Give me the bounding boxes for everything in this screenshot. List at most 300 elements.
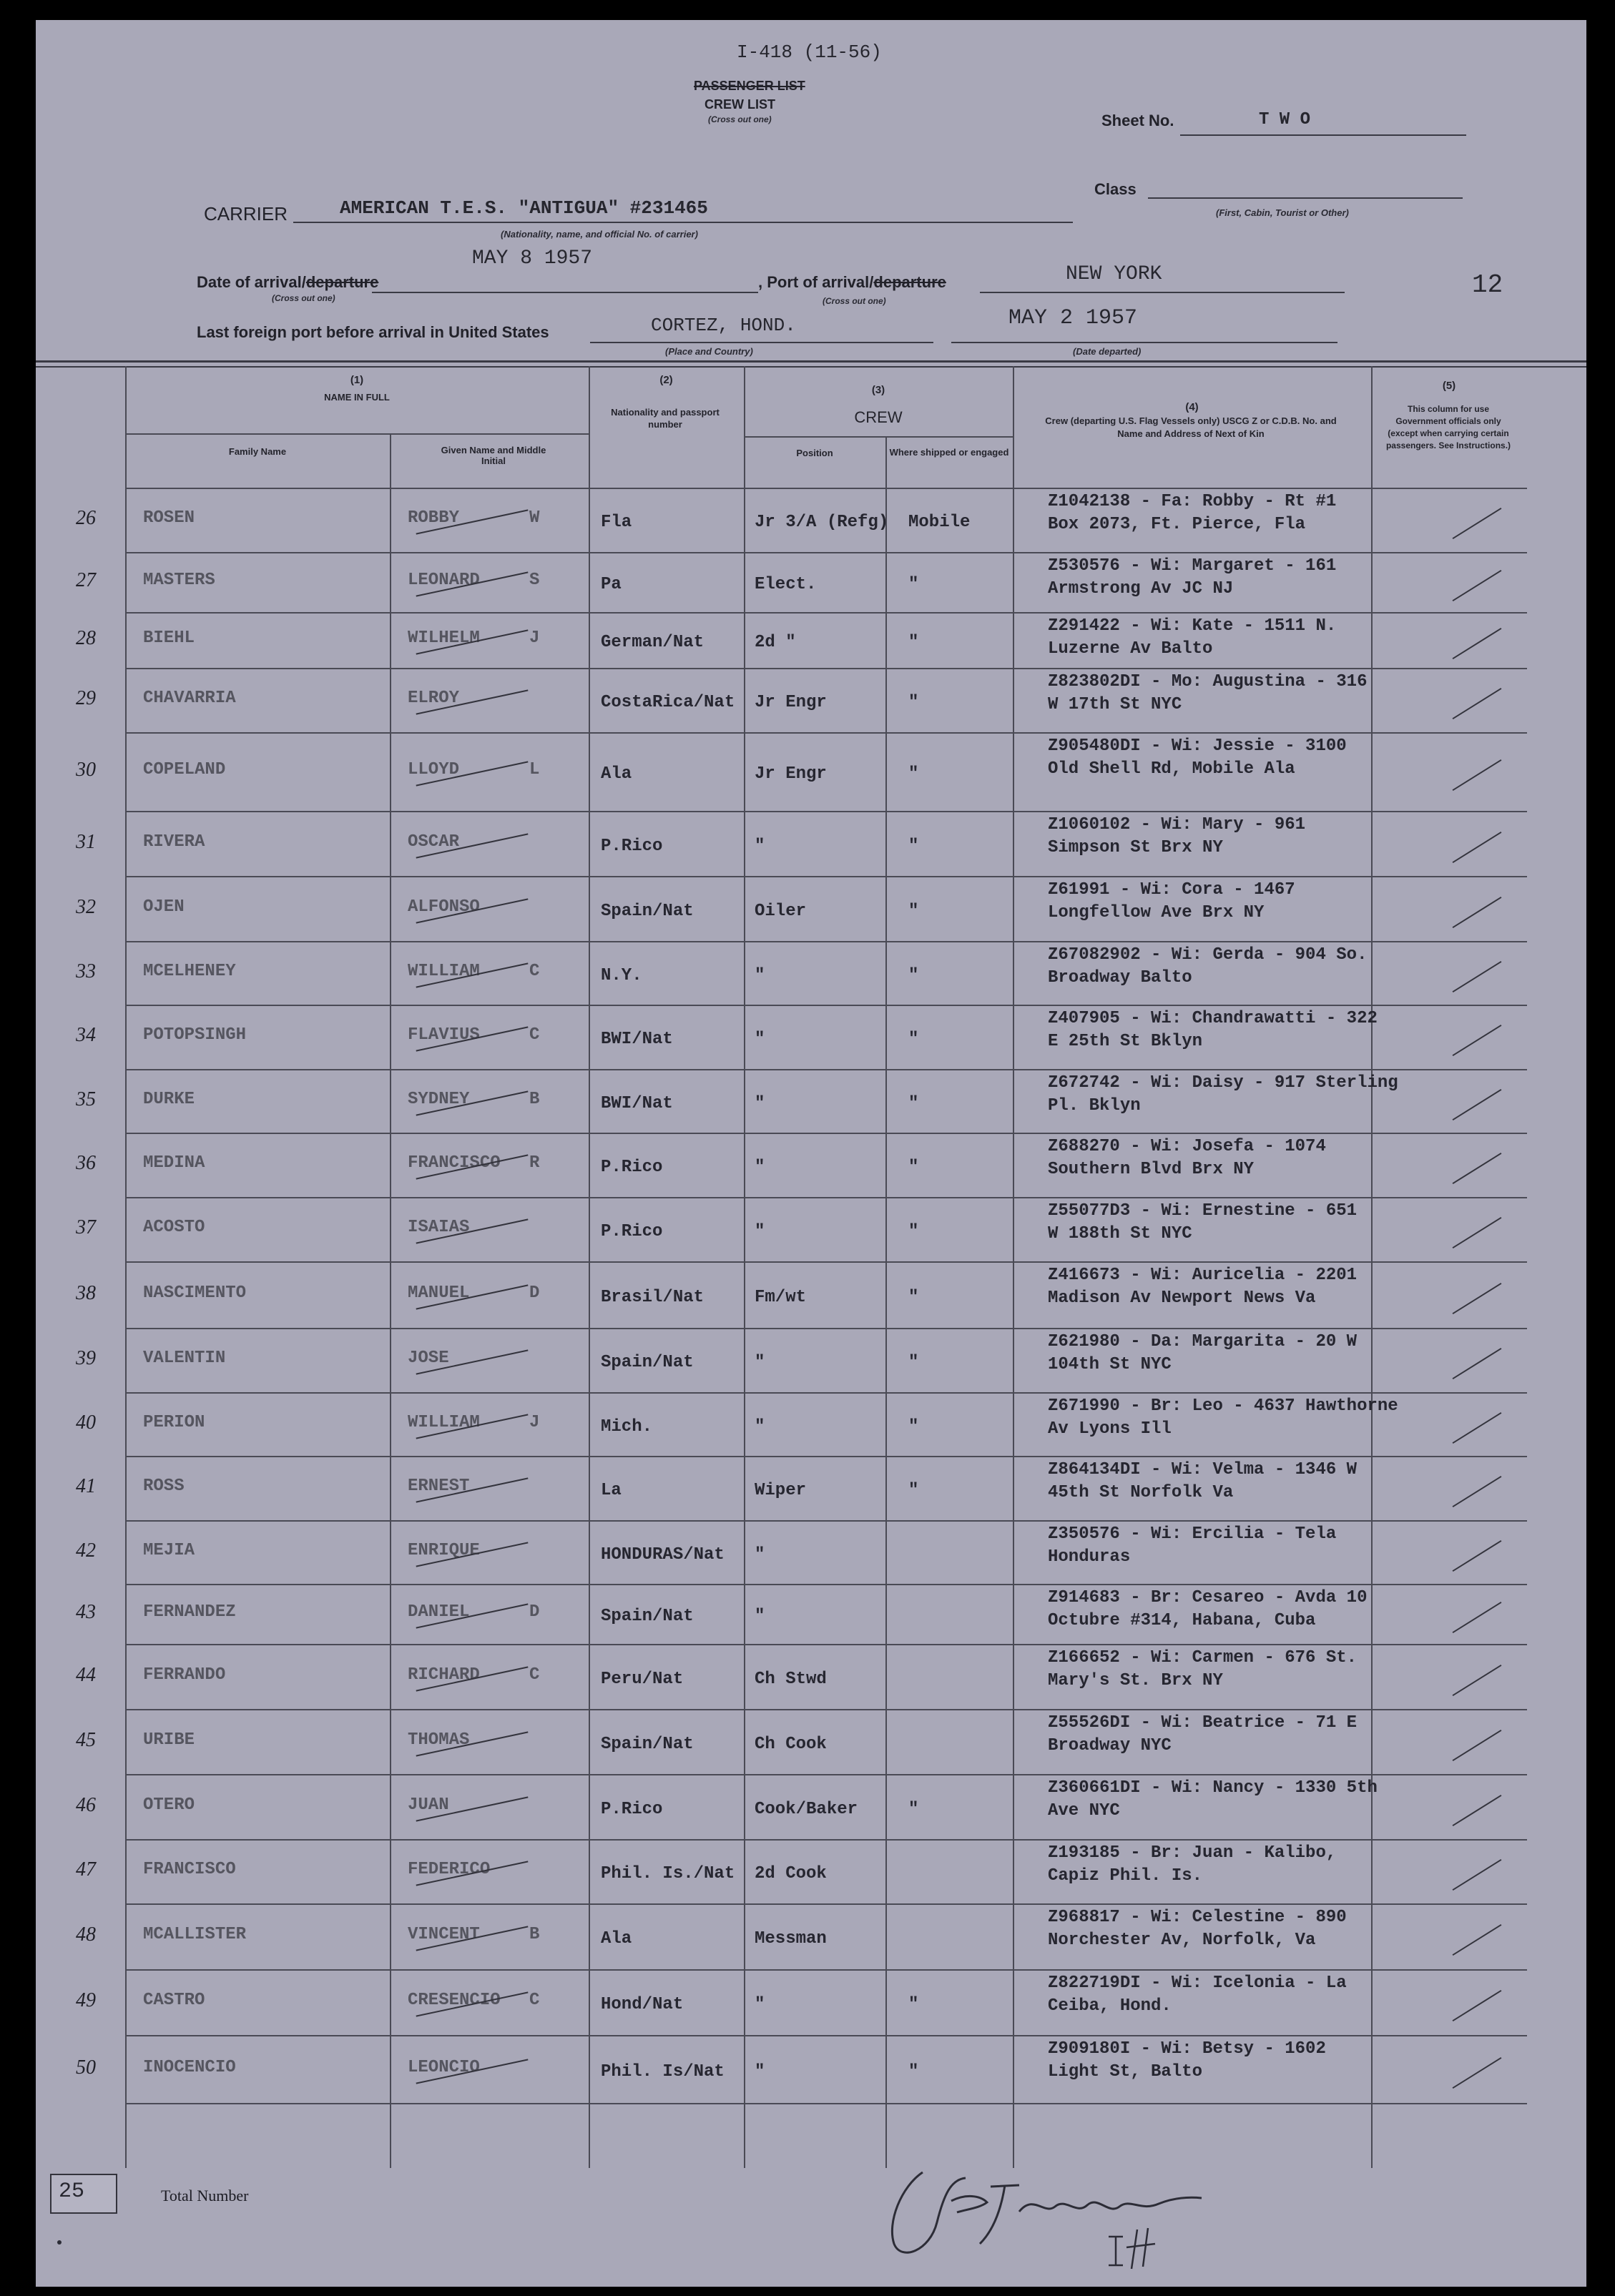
where-shipped: Mobile xyxy=(908,513,971,532)
verification-check-mark xyxy=(1453,1859,1502,1891)
class-label: Class xyxy=(1094,180,1137,198)
row-rule xyxy=(125,612,1527,614)
carrier-value: AMERICAN T.E.S. "ANTIGUA" #231465 xyxy=(340,197,708,219)
row-number: 34 xyxy=(76,1024,96,1046)
verification-check-mark xyxy=(1453,570,1502,601)
cross-out-one-note: (Cross out one) xyxy=(708,114,772,124)
row-rule xyxy=(125,668,1527,669)
class-hint: (First, Cabin, Tourist or Other) xyxy=(1216,207,1349,218)
middle-initial: J xyxy=(529,629,540,648)
last-port-hint: (Place and Country) xyxy=(665,346,753,357)
row-rule xyxy=(125,1261,1527,1263)
row-rule xyxy=(125,1133,1527,1134)
middle-initial: B xyxy=(529,1089,540,1109)
next-of-kin-line2: Honduras xyxy=(1048,1547,1131,1567)
row-number: 48 xyxy=(76,1923,96,1946)
middle-initial: D xyxy=(529,1602,540,1622)
row-number: 38 xyxy=(76,1281,96,1304)
verification-check-mark xyxy=(1453,688,1502,719)
speck xyxy=(57,2240,62,2245)
row-rule xyxy=(125,1069,1527,1070)
date-departed-hint: (Date departed) xyxy=(1073,346,1142,357)
nationality: Spain/Nat xyxy=(601,901,694,921)
middle-initial: L xyxy=(529,760,540,779)
nationality: N.Y. xyxy=(601,965,642,985)
row-rule xyxy=(125,1520,1527,1522)
next-of-kin-line1: Z822719DI - Wi: Icelonia - La xyxy=(1048,1974,1347,1993)
given-name: THOMAS xyxy=(408,1730,470,1750)
nationality: Spain/Nat xyxy=(601,1353,694,1372)
next-of-kin-line1: Z67082902 - Wi: Gerda - 904 So. xyxy=(1048,945,1368,965)
row-number: 31 xyxy=(76,830,96,853)
next-of-kin-line1: Z350576 - Wi: Ercilia - Tela xyxy=(1048,1524,1337,1544)
next-of-kin-line2: Ceiba, Hond. xyxy=(1048,1996,1172,2016)
family-name: PERION xyxy=(143,1412,205,1432)
next-of-kin-line2: Southern Blvd Brx NY xyxy=(1048,1160,1255,1179)
next-of-kin-line1: Z360661DI - Wi: Nancy - 1330 5th xyxy=(1048,1778,1378,1798)
col2-number: (2) xyxy=(659,374,673,386)
position: " xyxy=(755,965,765,985)
row-rule xyxy=(125,1774,1527,1775)
nationality: P.Rico xyxy=(601,1158,663,1177)
where-shipped: " xyxy=(908,1287,919,1307)
next-of-kin-line1: Z1042138 - Fa: Robby - Rt #1 xyxy=(1048,492,1337,511)
carrier-hint: (Nationality, name, and official No. of carrier) xyxy=(501,229,698,240)
row-number: 28 xyxy=(76,627,96,649)
next-of-kin-line1: Z55526DI - Wi: Beatrice - 71 E xyxy=(1048,1713,1358,1733)
position: Messman xyxy=(755,1929,827,1948)
col-line-kin-gov xyxy=(1371,366,1373,2168)
family-name: MEJIA xyxy=(143,1540,195,1560)
col-line-left xyxy=(125,366,127,2168)
verification-check-mark xyxy=(1453,628,1502,659)
verification-check-mark xyxy=(1453,1924,1502,1956)
next-of-kin-line1: Z909180I - Wi: Betsy - 1602 xyxy=(1048,2039,1326,2059)
given-name: ENRIQUE xyxy=(408,1540,480,1560)
family-name: MCALLISTER xyxy=(143,1925,247,1944)
next-of-kin-line2: W 17th St NYC xyxy=(1048,695,1182,714)
next-of-kin-line1: Z166652 - Wi: Carmen - 676 St. xyxy=(1048,1648,1358,1667)
nationality: HONDURAS/Nat xyxy=(601,1544,725,1565)
next-of-kin-line2: Av Lyons Ill xyxy=(1048,1419,1172,1439)
port-label: , Port of arrival/departure xyxy=(758,273,946,291)
row-number: 44 xyxy=(76,1663,96,1686)
verification-check-mark xyxy=(1453,960,1502,992)
row-number: 41 xyxy=(76,1475,96,1497)
col3-number: (3) xyxy=(871,384,885,396)
nationality: Pa xyxy=(601,575,622,594)
col1-family-header: Family Name xyxy=(228,446,287,457)
given-name: JOSE xyxy=(408,1349,449,1368)
row-rule xyxy=(125,1456,1527,1457)
row-rule xyxy=(125,1709,1527,1710)
inspector-signature xyxy=(873,2144,1230,2280)
nationality: P.Rico xyxy=(601,1799,663,1819)
position: " xyxy=(755,1222,765,1241)
row-rule xyxy=(125,1197,1527,1198)
verification-check-mark xyxy=(1453,759,1502,791)
next-of-kin-line2: Light St, Balto xyxy=(1048,2062,1203,2081)
given-name: SYDNEY xyxy=(408,1089,470,1109)
row-rule xyxy=(125,941,1527,942)
given-name: MANUEL xyxy=(408,1283,470,1303)
where-shipped: " xyxy=(908,901,919,921)
col1-number: (1) xyxy=(350,374,364,386)
where-shipped: " xyxy=(908,1416,919,1437)
next-of-kin-line2: Simpson St Brx NY xyxy=(1048,838,1223,857)
next-of-kin-line1: Z864134DI - Wi: Velma - 1346 W xyxy=(1048,1460,1358,1479)
family-name: INOCENCIO xyxy=(143,2057,236,2077)
nationality: Phil. Is/Nat xyxy=(601,2061,725,2081)
passenger-list-title-struck: PASSENGER LIST xyxy=(694,79,805,93)
last-port-value: CORTEZ, HOND. xyxy=(651,315,796,336)
given-name: CRESENCIO xyxy=(408,1991,501,2010)
next-of-kin-line1: Z55077D3 - Wi: Ernestine - 651 xyxy=(1048,1201,1358,1221)
col3-where-header: Where shipped or engaged xyxy=(889,447,1009,458)
family-name: ROSS xyxy=(143,1477,185,1496)
given-name: ROBBY xyxy=(408,508,460,528)
position: Ch Cook xyxy=(755,1734,827,1754)
next-of-kin-line2: 104th St NYC xyxy=(1048,1355,1172,1374)
position: 2d Cook xyxy=(755,1864,827,1883)
col1-given-header: Given Name and Middle Initial xyxy=(441,445,546,466)
nationality: Fla xyxy=(601,513,632,532)
header-bottom-rule xyxy=(125,488,1527,489)
next-of-kin-line2: Armstrong Av JC NJ xyxy=(1048,579,1234,598)
next-of-kin-line2: Madison Av Newport News Va xyxy=(1048,1289,1316,1308)
next-of-kin-line1: Z193185 - Br: Juan - Kalibo, xyxy=(1048,1843,1337,1863)
position: 2d " xyxy=(755,633,796,652)
verification-check-mark xyxy=(1453,1539,1502,1571)
next-of-kin-line1: Z61991 - Wi: Cora - 1467 xyxy=(1048,880,1295,900)
position: Jr 3/A (Refg) xyxy=(755,513,889,532)
col-line-position-where xyxy=(885,436,887,2168)
verification-check-mark xyxy=(1453,1348,1502,1379)
crew-sub-rule xyxy=(744,436,1013,438)
family-name: OJEN xyxy=(143,897,185,917)
verification-check-mark xyxy=(1453,896,1502,927)
row-number: 32 xyxy=(76,895,96,918)
middle-initial: D xyxy=(529,1283,540,1303)
position: " xyxy=(755,1353,765,1372)
given-name: ELROY xyxy=(408,689,460,708)
where-shipped: " xyxy=(908,1093,919,1113)
position: " xyxy=(755,1158,765,1177)
position: Wiper xyxy=(755,1481,807,1500)
position: Ch Stwd xyxy=(755,1669,827,1689)
where-shipped: " xyxy=(908,965,919,985)
port-value: NEW YORK xyxy=(1066,263,1162,285)
nationality: La xyxy=(601,1481,622,1500)
date-departed-value: MAY 2 1957 xyxy=(1008,306,1138,330)
given-name: LEONCIO xyxy=(408,2057,480,2077)
verification-check-mark xyxy=(1453,1794,1502,1826)
next-of-kin-line2: Luzerne Av Balto xyxy=(1048,639,1213,659)
next-of-kin-line2: Mary's St. Brx NY xyxy=(1048,1671,1223,1690)
next-of-kin-line2: Broadway NYC xyxy=(1048,1736,1172,1755)
col-line-family-given xyxy=(390,433,391,2168)
row-number: 45 xyxy=(76,1728,96,1751)
middle-initial: J xyxy=(529,1412,540,1432)
nationality: P.Rico xyxy=(601,1222,663,1241)
family-name: URIBE xyxy=(143,1730,195,1750)
nationality: German/Nat xyxy=(601,633,705,652)
col3-position-header: Position xyxy=(796,448,833,458)
next-of-kin-line2: Octubre #314, Habana, Cuba xyxy=(1048,1611,1316,1630)
row-rule xyxy=(125,811,1527,812)
family-name: OTERO xyxy=(143,1795,195,1815)
next-of-kin-line2: 45th St Norfolk Va xyxy=(1048,1483,1234,1502)
position: " xyxy=(755,836,765,856)
col-line-crew-kin xyxy=(1013,366,1014,2168)
family-name: CASTRO xyxy=(143,1991,205,2010)
next-of-kin-line2: W 188th St NYC xyxy=(1048,1224,1192,1243)
given-name: VINCENT xyxy=(408,1925,480,1944)
where-shipped: " xyxy=(908,1158,919,1177)
next-of-kin-line2: Broadway Balto xyxy=(1048,968,1192,987)
where-shipped: " xyxy=(908,764,919,784)
position: Jr Engr xyxy=(755,693,827,712)
where-shipped: " xyxy=(908,1481,919,1500)
given-name: FEDERICO xyxy=(408,1860,491,1879)
row-number: 49 xyxy=(76,1989,96,2011)
nationality: Phil. Is./Nat xyxy=(601,1864,735,1883)
row-rule xyxy=(125,2103,1527,2104)
crew-table xyxy=(36,20,1586,2287)
position: " xyxy=(755,1093,765,1113)
given-name: DANIEL xyxy=(408,1602,470,1622)
total-number-value: 25 xyxy=(59,2179,85,2204)
where-shipped: " xyxy=(908,693,919,712)
row-number: 50 xyxy=(76,2056,96,2079)
row-number: 36 xyxy=(76,1152,96,1174)
total-number-label: Total Number xyxy=(161,2187,249,2204)
row-rule xyxy=(125,1839,1527,1841)
next-of-kin-line2: Longfellow Ave Brx NY xyxy=(1048,903,1265,922)
where-shipped: " xyxy=(908,1353,919,1372)
row-number: 33 xyxy=(76,960,96,982)
given-name: OSCAR xyxy=(408,832,460,852)
next-of-kin-line2: Ave NYC xyxy=(1048,1801,1120,1820)
family-name: FERRANDO xyxy=(143,1665,226,1685)
row-number: 46 xyxy=(76,1793,96,1816)
port-cross-note: (Cross out one) xyxy=(823,296,886,306)
next-of-kin-line1: Z416673 - Wi: Auricelia - 2201 xyxy=(1048,1266,1358,1285)
position: " xyxy=(755,2061,765,2081)
family-name: FRANCISCO xyxy=(143,1860,236,1879)
col3-title: CREW xyxy=(854,408,903,426)
middle-initial: C xyxy=(529,1025,540,1045)
verification-check-mark xyxy=(1453,1217,1502,1248)
where-shipped: " xyxy=(908,1030,919,1049)
where-shipped: " xyxy=(908,836,919,856)
nationality: Spain/Nat xyxy=(601,1734,694,1754)
given-name: ERNEST xyxy=(408,1477,470,1496)
next-of-kin-line1: Z1060102 - Wi: Mary - 961 xyxy=(1048,815,1306,834)
table-top-rule-inner xyxy=(36,366,1586,368)
row-number: 27 xyxy=(76,569,96,591)
next-of-kin-line1: Z968817 - Wi: Celestine - 890 xyxy=(1048,1908,1347,1927)
where-shipped: " xyxy=(908,2061,919,2081)
next-of-kin-line2: E 25th St Bklyn xyxy=(1048,1032,1203,1051)
row-rule xyxy=(125,1969,1527,1971)
family-name: ACOSTO xyxy=(143,1218,205,1237)
where-shipped: " xyxy=(908,1995,919,2014)
family-name: COPELAND xyxy=(143,760,226,779)
next-of-kin-line2: Capiz Phil. Is. xyxy=(1048,1866,1203,1886)
col5-title: This column for use Government officials only (except when carrying certain passengers. See Instructions.) xyxy=(1385,404,1511,450)
verification-check-mark xyxy=(1453,1664,1502,1695)
family-name: CHAVARRIA xyxy=(143,689,236,708)
row-rule xyxy=(125,1903,1527,1905)
row-rule xyxy=(125,1328,1527,1329)
next-of-kin-line1: Z688270 - Wi: Josefa - 1074 xyxy=(1048,1137,1326,1156)
position: Jr Engr xyxy=(755,764,827,784)
next-of-kin-line1: Z823802DI - Mo: Augustina - 316 xyxy=(1048,672,1368,691)
family-name: NASCIMENTO xyxy=(143,1283,247,1303)
where-shipped: " xyxy=(908,1222,919,1241)
nationality: Ala xyxy=(601,764,632,784)
given-name: JUAN xyxy=(408,1795,449,1815)
position: Cook/Baker xyxy=(755,1799,858,1819)
next-of-kin-line1: Z905480DI - Wi: Jessie - 3100 xyxy=(1048,736,1347,756)
col5-number: (5) xyxy=(1442,380,1456,392)
next-of-kin-line1: Z672742 - Wi: Daisy - 917 Sterling xyxy=(1048,1073,1398,1093)
next-of-kin-line2: Box 2073, Ft. Pierce, Fla xyxy=(1048,515,1306,534)
row-rule xyxy=(125,732,1527,734)
row-rule xyxy=(125,1392,1527,1394)
position: " xyxy=(755,1995,765,2014)
family-name: ROSEN xyxy=(143,508,195,528)
family-name: RIVERA xyxy=(143,832,205,852)
nationality: CostaRica/Nat xyxy=(601,693,735,712)
given-name: LLOYD xyxy=(408,760,460,779)
row-number: 26 xyxy=(76,507,96,529)
family-name: VALENTIN xyxy=(143,1349,226,1368)
last-port-label: Last foreign port before arrival in United States xyxy=(197,323,549,341)
verification-check-mark xyxy=(1453,1025,1502,1056)
next-of-kin-line1: Z671990 - Br: Leo - 4637 Hawthorne xyxy=(1048,1396,1398,1416)
verification-check-mark xyxy=(1453,1729,1502,1760)
row-rule xyxy=(125,876,1527,877)
position: " xyxy=(755,1544,765,1565)
given-name: ISAIAS xyxy=(408,1218,470,1237)
row-number: 39 xyxy=(76,1347,96,1369)
verification-check-mark xyxy=(1453,1282,1502,1314)
next-of-kin-line2: Norchester Av, Norfolk, Va xyxy=(1048,1931,1316,1950)
nationality: Brasil/Nat xyxy=(601,1287,705,1307)
where-shipped: " xyxy=(908,575,919,594)
arrival-date-label: Date of arrival/departure xyxy=(197,273,379,291)
position: " xyxy=(755,1416,765,1437)
col-line-nat-crew xyxy=(744,366,745,2168)
middle-initial: C xyxy=(529,1665,540,1685)
family-name: POTOPSINGH xyxy=(143,1025,247,1045)
position: " xyxy=(755,1030,765,1049)
page-mark: 12 xyxy=(1472,270,1503,300)
verification-check-mark xyxy=(1453,1088,1502,1120)
nationality: BWI/Nat xyxy=(601,1030,673,1049)
middle-initial: C xyxy=(529,1991,540,2010)
next-of-kin-line1: Z914683 - Br: Cesareo - Avda 10 xyxy=(1048,1588,1368,1607)
row-number: 42 xyxy=(76,1539,96,1562)
row-rule xyxy=(125,552,1527,553)
next-of-kin-line1: Z621980 - Da: Margarita - 20 W xyxy=(1048,1332,1358,1351)
arrival-date-value: MAY 8 1957 xyxy=(472,247,593,270)
middle-initial: C xyxy=(529,961,540,981)
family-name: BIEHL xyxy=(143,629,195,648)
middle-initial: B xyxy=(529,1925,540,1944)
crew-list-title: CREW LIST xyxy=(705,97,775,112)
nationality: Peru/Nat xyxy=(601,1669,684,1689)
middle-initial: R xyxy=(529,1153,540,1173)
nationality: Spain/Nat xyxy=(601,1607,694,1626)
row-number: 40 xyxy=(76,1411,96,1434)
family-name: FERNANDEZ xyxy=(143,1602,236,1622)
next-of-kin-line1: Z407905 - Wi: Chandrawatti - 322 xyxy=(1048,1009,1378,1028)
next-of-kin-line1: Z291422 - Wi: Kate - 1511 N. xyxy=(1048,616,1337,636)
given-name: FRANCISCO xyxy=(408,1153,501,1173)
row-number: 29 xyxy=(76,687,96,709)
arrival-cross-note: (Cross out one) xyxy=(272,293,335,303)
row-rule xyxy=(125,1584,1527,1585)
where-shipped: " xyxy=(908,633,919,652)
position: Oiler xyxy=(755,901,807,921)
row-number: 35 xyxy=(76,1088,96,1110)
nationality: Mich. xyxy=(601,1416,653,1437)
row-number: 43 xyxy=(76,1601,96,1623)
given-name: ALFONSO xyxy=(408,897,480,917)
given-name: LEONARD xyxy=(408,571,480,590)
position: Fm/wt xyxy=(755,1287,807,1307)
position: " xyxy=(755,1607,765,1626)
next-of-kin-line2: Pl. Bklyn xyxy=(1048,1096,1141,1115)
verification-check-mark xyxy=(1453,1153,1502,1184)
given-name: WILHELM xyxy=(408,629,480,648)
middle-initial: W xyxy=(529,508,540,528)
position: Elect. xyxy=(755,575,817,594)
family-name: MASTERS xyxy=(143,571,215,590)
row-number: 47 xyxy=(76,1858,96,1881)
verification-check-mark xyxy=(1453,2056,1502,2088)
col4-title: Crew (departing U.S. Flag Vessels only) USCG Z or C.D.B. No. and Name and Address of Next of Kin xyxy=(1045,415,1337,439)
verification-check-mark xyxy=(1453,1411,1502,1443)
given-name: WILLIAM xyxy=(408,1412,480,1432)
given-name: WILLIAM xyxy=(408,961,480,981)
total-number-box xyxy=(50,2174,117,2214)
family-name: MCELHENEY xyxy=(143,961,236,981)
row-number: 37 xyxy=(76,1216,96,1238)
verification-check-mark xyxy=(1453,1602,1502,1633)
verification-check-mark xyxy=(1453,831,1502,862)
table-top-rule xyxy=(36,360,1586,363)
col4-number: (4) xyxy=(1185,401,1199,413)
sheet-number-label: Sheet No. xyxy=(1101,112,1174,129)
given-name: RICHARD xyxy=(408,1665,480,1685)
manifest-page xyxy=(36,20,1586,2287)
verification-check-mark xyxy=(1453,508,1502,539)
verification-check-mark xyxy=(1453,1476,1502,1507)
name-sub-rule xyxy=(125,433,589,435)
given-name: FLAVIUS xyxy=(408,1025,480,1045)
row-rule xyxy=(125,1005,1527,1006)
row-rule xyxy=(125,1644,1527,1645)
col2-title: Nationality and passport number xyxy=(611,407,720,430)
nationality: BWI/Nat xyxy=(601,1093,673,1113)
row-rule xyxy=(125,2035,1527,2036)
sheet-number-value: T W O xyxy=(1259,110,1311,129)
row-number: 30 xyxy=(76,759,96,781)
